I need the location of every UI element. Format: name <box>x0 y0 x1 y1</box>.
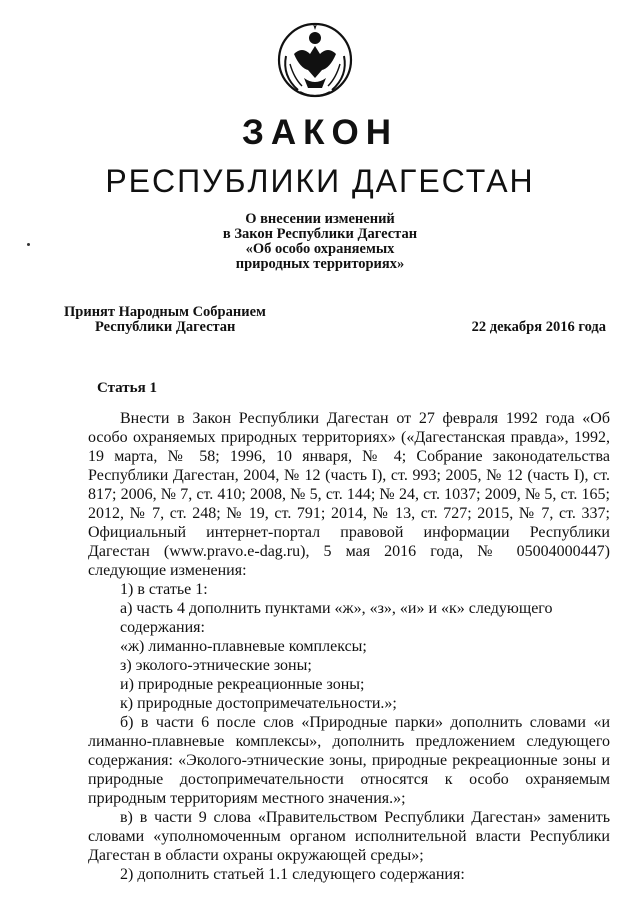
subject-line: О внесении изменений <box>245 211 395 227</box>
adopted-by-line: Принят Народным Собранием <box>64 304 266 320</box>
item-zh: «ж) лиманно-плавневые комплексы; <box>120 638 367 655</box>
article-body <box>88 409 610 884</box>
law-title: ЗАКОН <box>241 113 399 152</box>
law-subtitle: РЕСПУБЛИКИ ДАГЕСТАН <box>105 163 535 199</box>
item-i: и) природные рекреационные зоны; <box>120 676 365 693</box>
law-subject <box>150 212 490 272</box>
item-k: к) природные достопримечательности.»; <box>120 695 397 712</box>
item-1b: б) в части 6 после слов «Природные парки» дополнить словами «и лиманно-плавневые комплексы», дополнить предложением следующего содержания: «Эколого-этнические зоны, природные рекреационные зоны и природные достопримечательности относятся к особо охраняемым природным территориям местного значения.»; <box>88 714 610 807</box>
subject-line: природных территориях» <box>235 256 405 272</box>
subject-line: в Закон Республики Дагестан <box>222 226 418 242</box>
article-heading: Статья 1 <box>97 380 157 396</box>
coat-of-arms-icon <box>272 16 358 102</box>
article-intro: Внести в Закон Республики Дагестан от 27 февраля 1992 года «Об особо охраняемых природных территориях» («Дагестанская правда», 1992, 19 марта, № 58; 1996, 10 января, № 4; Собрание законодательства Республики Дагестан, 2004, № 12 (часть I), ст. 993; 2005, № 12 (часть I), ст. 817; 2006, № 7, ст. 410; 2008, № 5, ст. 144; № 24, ст. 1037; 2009, № 5, ст. 165; 2012, № 7, ст. 248; № 19, ст. 791; 2014, № 13, ст. 727; 2015, № 7, ст. 337; Официальный интернет-портал правовой информации Республики Дагестан (www.pravo.e-dag.ru), 5 мая 2016 года, № 05004000447) следующие изменения: <box>88 410 610 579</box>
scan-speck <box>27 243 30 246</box>
item-1c: в) в части 9 слова «Правительством Республики Дагестан» заменить словами «уполномоченным органом исполнительной власти Республики Дагестан в области охраны окружающей среды»; <box>88 809 610 864</box>
item-1: 1) в статье 1: <box>120 581 208 598</box>
item-1a: а) часть 4 дополнить пунктами «ж», «з», «и» и «к» следующего содержания: <box>120 600 553 636</box>
adopted-by-republic: Республики Дагестан <box>95 319 236 335</box>
item-2: 2) дополнить статьей 1.1 следующего содержания: <box>120 866 465 883</box>
adoption-info <box>64 305 266 335</box>
adoption-date: 22 декабря 2016 года <box>471 319 606 335</box>
item-z: з) эколого-этнические зоны; <box>120 657 312 674</box>
subject-line: «Об особо охраняемых <box>245 241 395 257</box>
